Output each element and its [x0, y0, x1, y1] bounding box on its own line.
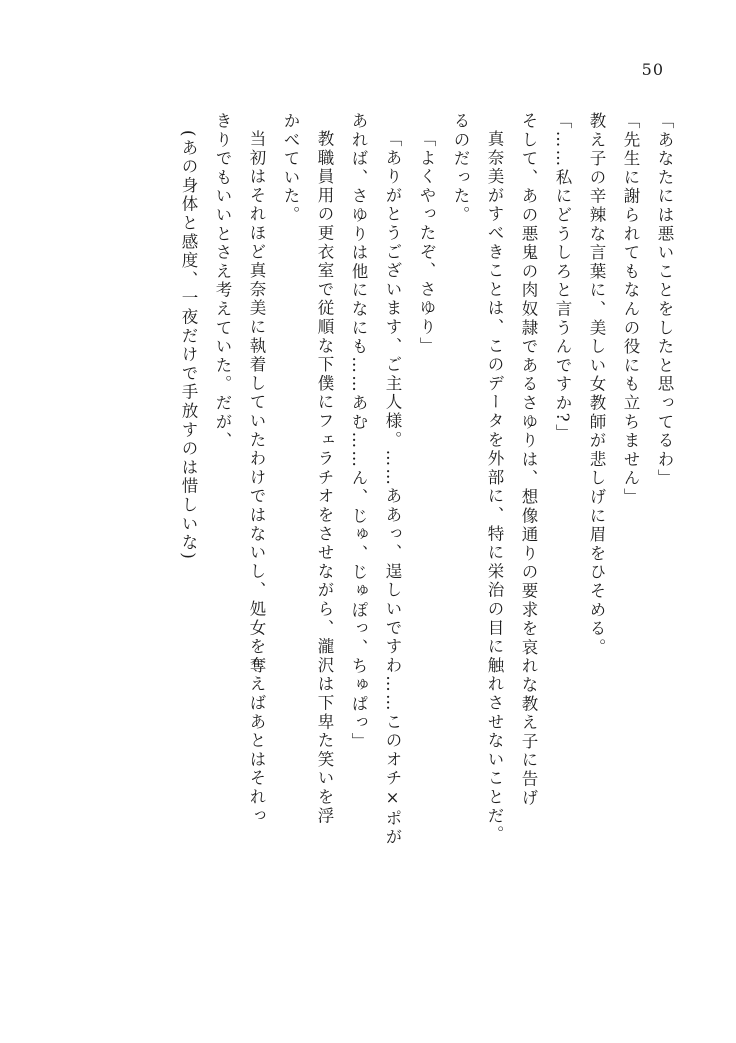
text-line: 「よくやったぞ、さゆり」 — [417, 130, 436, 356]
text-line: 教え子の辛辣な言葉に、美しい女教師が悲しげに眉をひそめる。 — [587, 112, 606, 658]
text-line: そして、あの悪鬼の肉奴隷であるさゆりは、想像通りの要求を哀れな教え子に告げ — [519, 112, 538, 808]
text-line: 当初はそれほど真奈美に執着していたわけではないし、処女を奪えばあとはそれっ — [247, 130, 266, 826]
text-line: 真奈美がすべきことは、このデータを外部に、特に栄治の目に触れさせないことだ。 — [485, 130, 504, 845]
text-line: あれば、さゆりは他になにも……あむ……ん、じゅ、じゅぽっ、ちゅぱっ」 — [349, 112, 368, 752]
text-line: 「ありがとうございます、ご主人様。……ああっ、逞しいですわ……このオチ×ポが — [383, 130, 402, 847]
page-number: 50 — [641, 60, 664, 79]
text-line: 教職員用の更衣室で従順な下僕にフェラチオをさせながら、瀧沢は下卑た笑いを浮 — [315, 130, 334, 826]
text-line: るのだった。 — [451, 112, 470, 225]
text-line: かべていた。 — [281, 112, 300, 225]
text-line: (あの身体と感度、一夜だけで手放すのは惜しいな) — [179, 130, 198, 562]
text-line: 「先生に謝られてもなんの役にも立ちません」 — [621, 112, 640, 507]
text-line: 「……私にどうしろと言うんですか?」 — [553, 112, 572, 443]
text-line: 「あなたには悪いことをしたと思ってるわ」 — [655, 112, 674, 488]
text-line: きりでもいいとさえ考えていた。だが、 — [213, 112, 232, 451]
vertical-text-body — [64, 112, 672, 952]
